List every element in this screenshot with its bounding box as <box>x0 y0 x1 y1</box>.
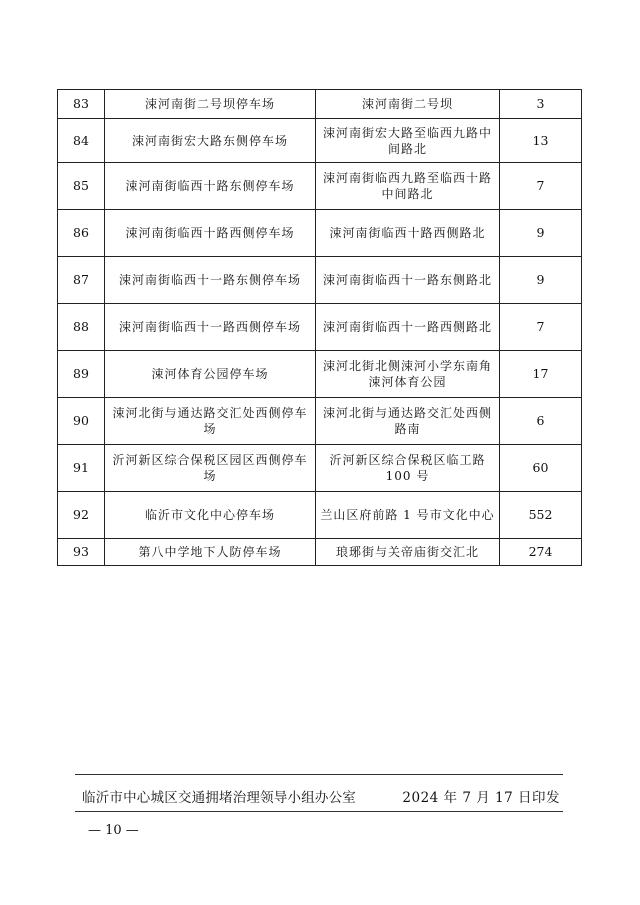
parking-lot-name: 第八中学地下人防停车场 <box>105 539 316 566</box>
parking-space-count: 3 <box>500 90 582 119</box>
row-number: 87 <box>58 257 105 304</box>
parking-lot-name: 涑河体育公园停车场 <box>105 351 316 398</box>
parking-space-count: 9 <box>500 257 582 304</box>
row-number: 91 <box>58 445 105 492</box>
parking-space-count: 13 <box>500 119 582 163</box>
parking-lot-location: 涑河南街临西十路西侧路北 <box>316 210 500 257</box>
table-row <box>58 210 582 257</box>
parking-lot-location: 涑河南街临西九路至临西十路中间路北 <box>316 163 500 210</box>
parking-space-count: 7 <box>500 304 582 351</box>
table-row <box>58 90 582 119</box>
row-number: 85 <box>58 163 105 210</box>
parking-lot-location: 涑河南街二号坝 <box>316 90 500 119</box>
issuing-office: 临沂市中心城区交通拥堵治理领导小组办公室 <box>82 790 356 806</box>
parking-space-count: 6 <box>500 398 582 445</box>
row-number: 84 <box>58 119 105 163</box>
parking-lot-name: 涑河南街宏大路东侧停车场 <box>105 119 316 163</box>
parking-lot-table <box>57 89 582 566</box>
issue-date: 2024 年 7 月 17 日印发 <box>402 790 560 806</box>
row-number: 83 <box>58 90 105 119</box>
parking-lot-name: 涑河南街临西十一路西侧停车场 <box>105 304 316 351</box>
table-row <box>58 257 582 304</box>
parking-lot-name: 涑河南街临西十路西侧停车场 <box>105 210 316 257</box>
parking-lot-location: 琅琊街与关帝庙街交汇北 <box>316 539 500 566</box>
parking-space-count: 9 <box>500 210 582 257</box>
table-row <box>58 163 582 210</box>
parking-space-count: 17 <box>500 351 582 398</box>
page-number: — 10 — <box>88 823 139 838</box>
parking-lot-name: 涑河北街与通达路交汇处西侧停车场 <box>105 398 316 445</box>
parking-lot-location: 涑河北街与通达路交汇处西侧路南 <box>316 398 500 445</box>
row-number: 90 <box>58 398 105 445</box>
row-number: 88 <box>58 304 105 351</box>
row-number: 93 <box>58 539 105 566</box>
footer-top-rule <box>75 774 563 775</box>
parking-lot-name: 沂河新区综合保税区园区西侧停车场 <box>105 445 316 492</box>
parking-space-count: 60 <box>500 445 582 492</box>
table-row <box>58 351 582 398</box>
parking-space-count: 7 <box>500 163 582 210</box>
parking-lot-name: 涑河南街临西十路东侧停车场 <box>105 163 316 210</box>
parking-lot-location: 涑河南街临西十一路东侧路北 <box>316 257 500 304</box>
parking-lot-location: 涑河北街北侧涑河小学东南角涑河体育公园 <box>316 351 500 398</box>
parking-lot-name: 临沂市文化中心停车场 <box>105 492 316 539</box>
parking-lot-location: 兰山区府前路 1 号市文化中心 <box>316 492 500 539</box>
parking-space-count: 274 <box>500 539 582 566</box>
table-row <box>58 445 582 492</box>
row-number: 92 <box>58 492 105 539</box>
parking-lot-location: 涑河南街宏大路至临西九路中间路北 <box>316 119 500 163</box>
parking-lot-location: 沂河新区综合保税区临工路 100 号 <box>316 445 500 492</box>
parking-space-count: 552 <box>500 492 582 539</box>
footer-bottom-rule <box>75 811 563 812</box>
table-row <box>58 398 582 445</box>
table-row <box>58 304 582 351</box>
parking-lot-location: 涑河南街临西十一路西侧路北 <box>316 304 500 351</box>
table-row <box>58 539 582 566</box>
table-row <box>58 492 582 539</box>
parking-lot-name: 涑河南街二号坝停车场 <box>105 90 316 119</box>
row-number: 86 <box>58 210 105 257</box>
parking-lot-name: 涑河南街临西十一路东侧停车场 <box>105 257 316 304</box>
row-number: 89 <box>58 351 105 398</box>
table-row <box>58 119 582 163</box>
